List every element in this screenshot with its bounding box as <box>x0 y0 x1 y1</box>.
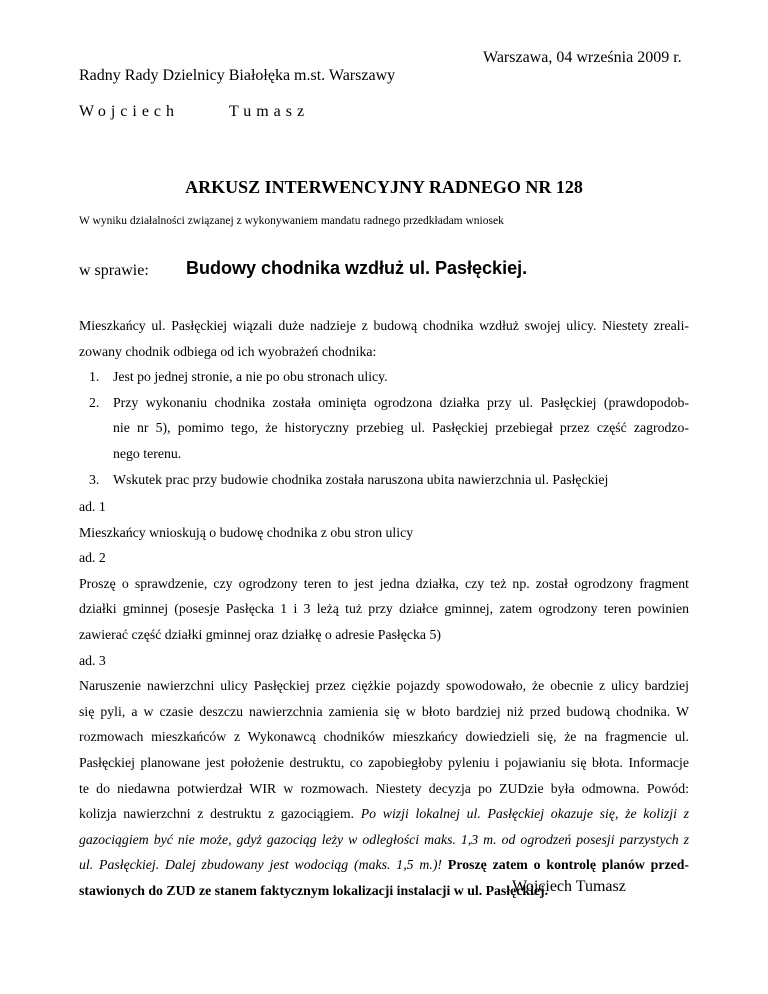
ad3-line: gazociągiem być nie może, gdyż gazociąg leży w odległości maks. 1,3 m. od ogrodzeń posesji parzystych z <box>79 831 689 847</box>
ad3-line: Naruszenie nawierzchni ulicy Pasłęckiej przez ciężkie pojazdy spowodowało, że obecnie z ulicy bardziej <box>79 678 689 694</box>
ad3-line: Pasłęckiej planowane jest położenie destruktu, co zapobiegłoby pyleniu i pojawianiu się błota. Informacje <box>79 754 689 770</box>
list-item <box>79 467 689 493</box>
ad3-text-italic: Po wizji lokalnej ul. Pasłęckiej okazuje się, że kolizji z <box>360 806 689 822</box>
document-title: ARKUSZ INTERWENCYJNY RADNEGO NR 128 <box>185 177 583 197</box>
list-item-number: 2. <box>89 394 100 410</box>
subject-text: Budowy chodnika wzdłuż ul. Pasłęckiej. <box>186 258 528 278</box>
author-first-name: Wojciech <box>79 103 180 120</box>
list-item-line: nie nr 5), pomimo tego, że historyczny przebieg ul. Pasłęckiej przebiegał przez część zagrodzo- <box>113 420 689 436</box>
ad2-label: ad. 2 <box>79 550 106 566</box>
author-last-name: Tumasz <box>229 103 310 120</box>
ad2-line: Proszę o sprawdzenie, czy ogrodzony teren to jest jedna działka, czy też np. został ogrodzony fragment <box>79 575 689 591</box>
list-item <box>79 364 689 390</box>
list-item-line: Przy wykonaniu chodnika została ominięta ogrodzona działka przy ul. Pasłęckiej (prawdopodob- <box>113 394 689 410</box>
ad3-text-italic: ul. Pasłęckiej. Dalej zbudowany jest wodociąg (maks. 1,5 m.)! <box>79 857 448 873</box>
author-title: Radny Rady Dzielnicy Białołęka m.st. Warszawy <box>79 67 396 84</box>
list-item-line: nego terenu. <box>113 445 182 461</box>
intro-text: W wyniku działalności związanej z wykonywaniem mandatu radnego przedkładam wniosek <box>79 215 504 227</box>
list-item <box>79 390 689 467</box>
ad3-line <box>79 852 689 878</box>
ad3-line: rozmowach mieszkańców z Wykonawcą chodników mieszkańcy dowiedzieli się, że na fragmencie ul. <box>79 729 689 745</box>
complaint-line-1: Mieszkańcy ul. Pasłęckiej wiązali duże nadzieje z budową chodnika wzdłuż swojej ulicy. Niestety zreali- <box>79 318 689 333</box>
ad3-line <box>79 801 689 827</box>
complaint-line-2: zowany chodnik odbiega od ich wyobrażeń chodnika: <box>79 343 377 359</box>
signature: Wojciech Tumasz <box>512 878 626 895</box>
list-item-number: 3. <box>89 471 100 487</box>
complaint-section <box>79 313 689 492</box>
ad3-line: te do niedawna potwierdzał WIR w rozmowach. Niestety decyzja po ZUDzie była odmowna. Powód: <box>79 780 689 796</box>
ad3-label: ad. 3 <box>79 652 106 668</box>
list-item-line: Wskutek prac przy budowie chodnika została naruszona ubita nawierzchnia ul. Pasłęckiej <box>113 471 609 487</box>
ad2-line: działki gminnej (posesje Pasłęcka 1 i 3 leżą tuż przy działce gminnej, zatem ogrodzony teren powinien <box>79 601 689 617</box>
list-item-line: Jest po jednej stronie, a nie po obu stronach ulicy. <box>113 369 388 385</box>
ad3-line: się pyli, a w czasie deszczu nawierzchnia zamienia się w błoto bardziej niż przed budową chodnika. W <box>79 703 689 719</box>
document-date: Warszawa, 04 września 2009 r. <box>483 49 682 66</box>
complaint-list <box>79 364 689 492</box>
ad1-label: ad. 1 <box>79 499 106 514</box>
list-item-number: 1. <box>89 369 100 385</box>
ad2-line: zawierać część działki gminnej oraz działkę o adresie Pasłęcka 5) <box>79 626 441 642</box>
ad-sections <box>79 494 689 904</box>
subject-label: w sprawie: <box>79 262 149 279</box>
ad3-text-regular: kolizja nawierzchni z destruktu z gazociągiem. <box>79 806 361 822</box>
ad1-text: Mieszkańcy wnioskują o budowę chodnika z obu stron ulicy <box>79 524 414 540</box>
ad3-line: stawionych do ZUD ze stanem faktycznym lokalizacji instalacji w ul. Pasłęckiej. <box>79 882 549 898</box>
ad3-text-bold: Proszę zatem o kontrolę planów przed- <box>447 857 689 873</box>
